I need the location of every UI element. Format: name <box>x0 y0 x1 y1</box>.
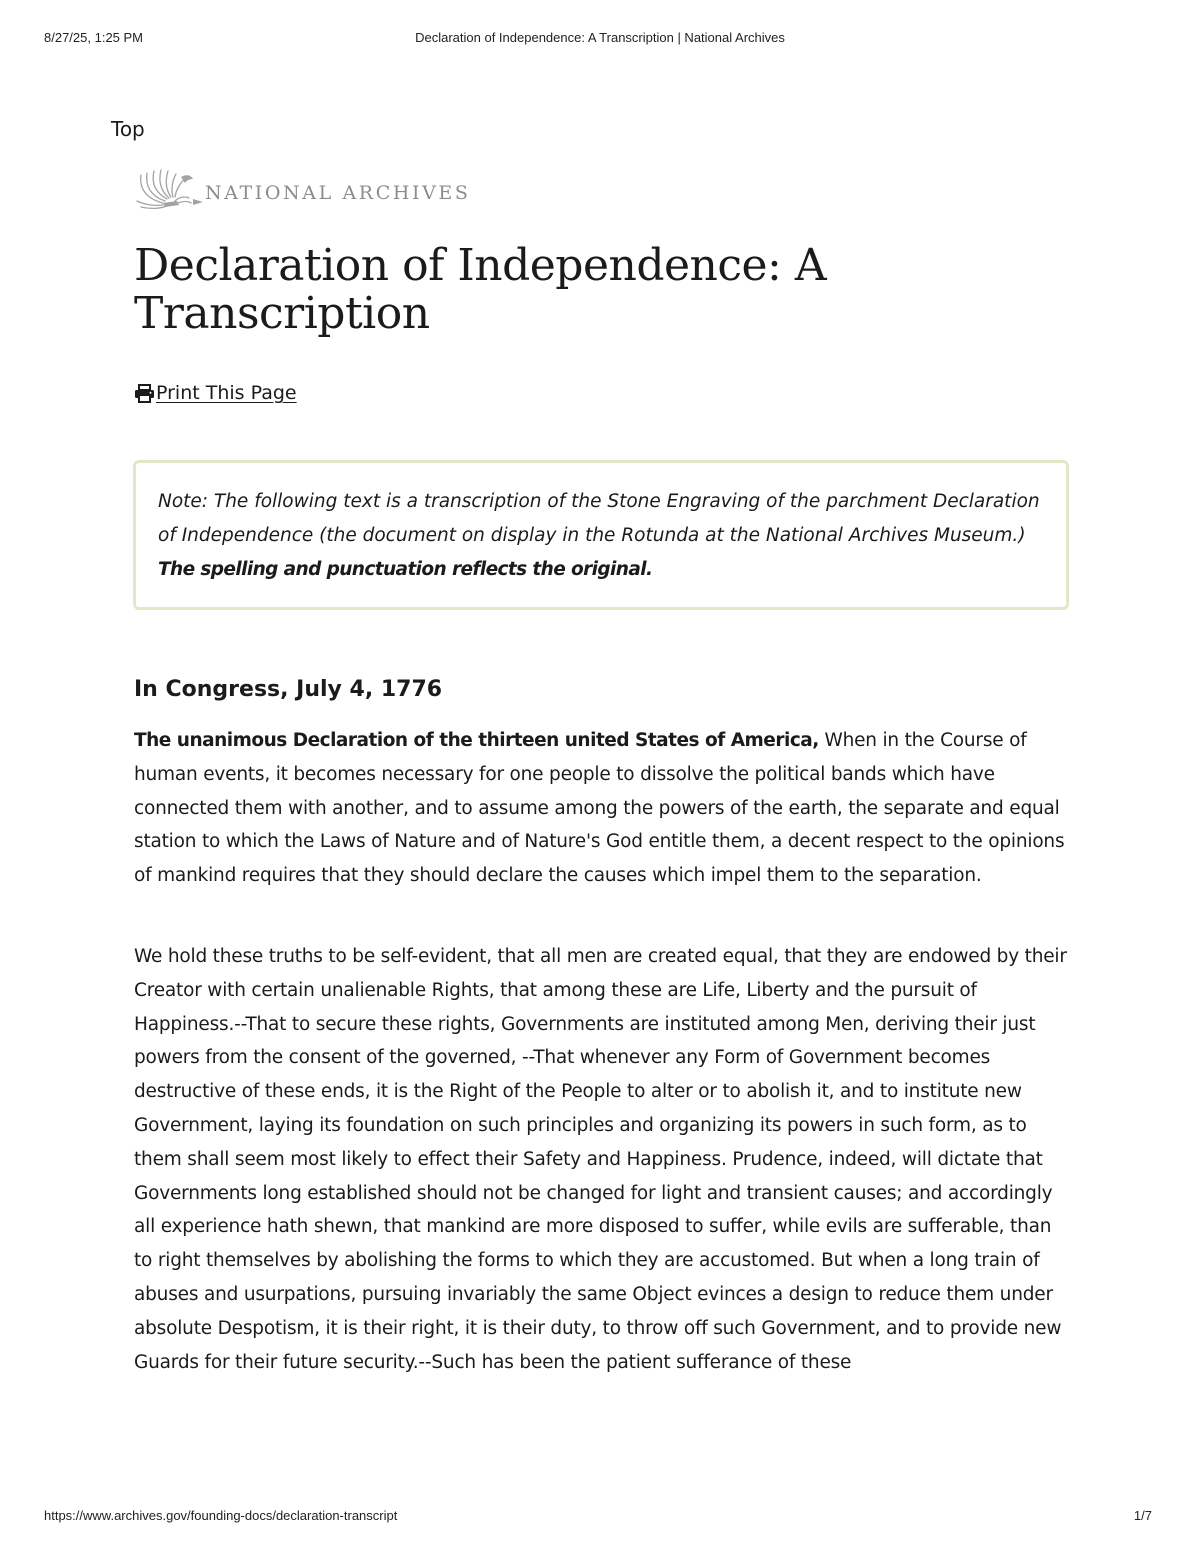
declaration-paragraph-2: We hold these truths to be self-evident, that all men are created equal, that they are endowed by their Creator with certain unalienable Rights, that among these are Life, Liberty and the pursuit of Happiness.--That to secure these rights, Governments are instituted among Men, deriving their just powers from the consent of the governed, --That whenever any Form of Government becomes destructive of these ends, it is the Right of the People to alter or to abolish it, and to institute new Government, laying its foundation on such principles and organizing its powers in such form, as to them shall seem most likely to effect their Safety and Happiness. Prudence, indeed, will dictate that Governments long established should not be changed for light and transient causes; and accordingly all experience hath shewn, that mankind are more disposed to suffer, while evils are sufferable, than to right themselves by abolishing the forms to which they are accustomed. But when a long train of abuses and usurpations, pursuing invariably the same Object evinces a design to reduce them under absolute Despotism, it is their right, it is their duty, to throw off such Government, and to provide new Guards for their future security.--Such has been the patient sufferance of these <box>134 946 1067 1373</box>
declaration-intro: The unanimous Declaration of the thirteen united States of America, <box>134 730 819 751</box>
print-document-title: Declaration of Independence: A Transcription | National Archives <box>415 30 785 45</box>
print-url: https://www.archives.gov/founding-docs/declaration-transcript <box>44 1508 398 1523</box>
print-datetime: 8/27/25, 1:25 PM <box>44 30 144 45</box>
print-page-number: 1/7 <box>1133 1508 1152 1523</box>
declaration-paragraph-1 <box>134 724 1069 893</box>
national-archives-logo[interactable] <box>133 164 471 212</box>
print-page-label: Print This Page <box>156 382 297 404</box>
top-link[interactable]: Top <box>111 117 145 141</box>
eagle-icon <box>133 165 203 211</box>
page-title: Declaration of Independence: A Transcription <box>134 240 827 339</box>
print-header <box>0 30 1200 50</box>
logo-text: NATIONAL ARCHIVES <box>205 182 471 204</box>
note-text: Note: The following text is a transcription of the Stone Engraving of the parchment Declaration of Independence (the document on display in the Rotunda at the National Archives Museum.) <box>158 491 1040 546</box>
note-emphasis: The spelling and punctuation reflects the original. <box>158 559 653 580</box>
transcription-note <box>133 460 1069 610</box>
print-page-link[interactable] <box>134 382 297 404</box>
congress-heading: In Congress, July 4, 1776 <box>134 677 443 702</box>
print-footer <box>0 1508 1200 1528</box>
printer-icon <box>134 384 155 403</box>
paragraph-1-text: When in the Course of human events, it becomes necessary for one people to dissolve the political bands which have connected them with another, and to assume among the powers of the earth, the separate and equal station to which the Laws of Nature and of Nature's God entitle them, a decent respect to the opinions of mankind requires that they should declare the causes which impel them to the separation. <box>134 730 1065 887</box>
